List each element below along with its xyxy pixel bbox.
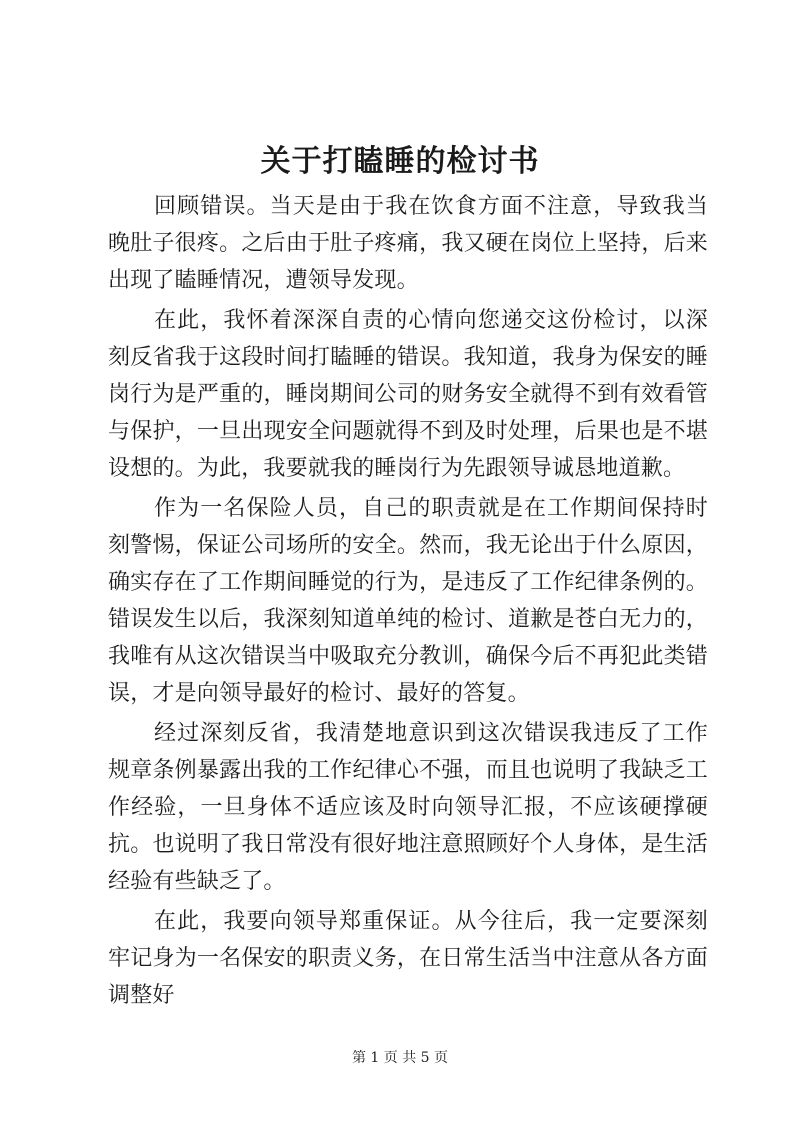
paragraph-1: 回顾错误。当天是由于我在饮食方面不注意，导致我当晚肚子很疼。之后由于肚子疼痛，我又硬在岗位上坚持，后来出现了瞌睡情况，遭领导发现。 — [108, 194, 708, 293]
paragraph-3: 作为一名保险人员，自己的职责就是在工作期间保持时刻警惕，保证公司场所的安全。然而，我无论出于什么原因，确实存在了工作期间睡觉的行为，是违反了工作纪律条例的。错误发生以后，我深刻知道单纯的检讨、道歉是苍白无力的，我唯有从这次错误当中吸取充分教训，确保今后不再犯此类错误，才是向领导最好的检讨、最好的答复。 — [108, 496, 708, 706]
document-title: 关于打瞌睡的检讨书 — [260, 144, 540, 179]
paragraph-2: 在此，我怀着深深自责的心情向您递交这份检讨，以深刻反省我于这段时间打瞌睡的错误。我知道，我身为保安的睡岗行为是严重的，睡岗期间公司的财务安全就得不到有效看管与保护，一旦出现安全问题就得不到及时处理，后果也是不堪设想的。为此，我要就我的睡岗行为先跟领导诚恳地道歉。 — [108, 308, 708, 481]
paragraph-5: 在此，我要向领导郑重保证。从今往后，我一定要深刻牢记身为一名保安的职责义务，在日常生活当中注意从各方面调整好 — [108, 909, 708, 1008]
document-body — [108, 188, 708, 1014]
paragraph-4: 经过深刻反省，我清楚地意识到这次错误我违反了工作规章条例暴露出我的工作纪律心不强，而且也说明了我缺乏工作经验，一旦身体不适应该及时向领导汇报，不应该硬撑硬抗。也说明了我日常没有很好地注意照顾好个人身体，是生活经验有些缺乏了。 — [108, 721, 708, 894]
page-number-footer: 第 1 页 共 5 页 — [351, 1050, 449, 1066]
